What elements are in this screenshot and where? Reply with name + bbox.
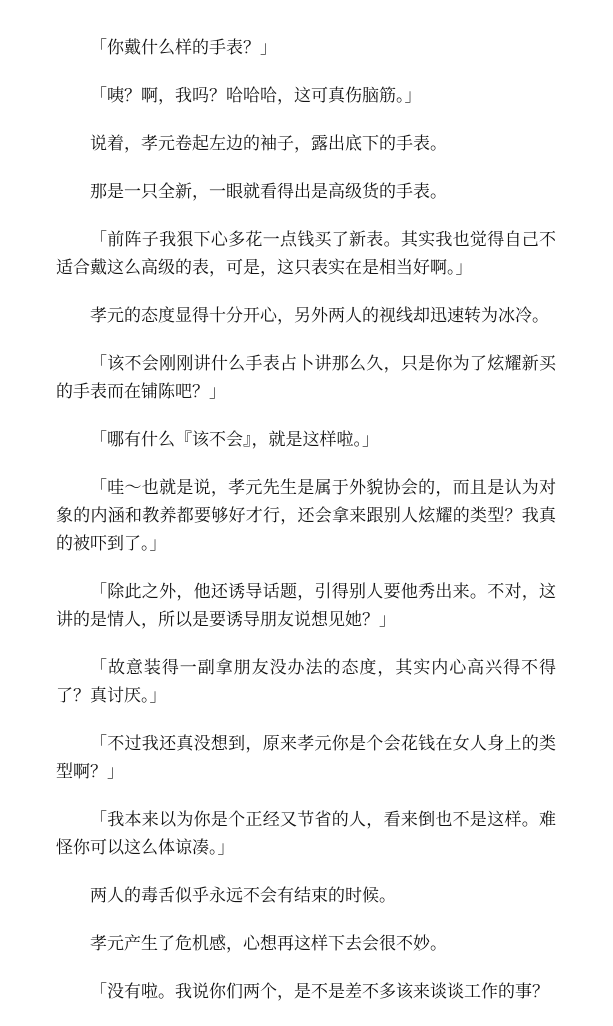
paragraph-5: 「前阵子我狠下心多花一点钱买了新表。其实我也觉得自己不适合戴这么高级的表，可是，这只表实在是相当好啊。」: [56, 230, 556, 278]
paragraph-8: 「哪有什么『该不会』，就是这样啦。」: [90, 430, 379, 450]
paragraph-6: 孝元的态度显得十分开心，另外两人的视线却迅速转为冰冷。: [90, 306, 549, 326]
paragraph-4: 那是一只全新，一眼就看得出是高级货的手表。: [90, 182, 447, 202]
paragraph-12: 「不过我还真没想到，原来孝元你是个会花钱在女人身上的类型啊？」: [56, 734, 556, 782]
paragraph-10: 「除此之外，他还诱导话题，引得别人要他秀出来。不对，这讲的是情人，所以是要诱导朋友说想见她？」: [56, 582, 556, 630]
paragraph-14: 两人的毒舌似乎永远不会有结束的时候。: [90, 886, 396, 906]
paragraph-16: 「没有啦。我说你们两个，是不是差不多该来谈谈工作的事？: [90, 982, 549, 1002]
paragraph-15: 孝元产生了危机感，心想再这样下去会很不妙。: [90, 934, 447, 954]
paragraph-11: 「故意装得一副拿朋友没办法的态度，其实内心高兴得不得了？真讨厌。」: [56, 658, 556, 706]
paragraph-9: 「哇～也就是说，孝元先生是属于外貌协会的，而且是认为对象的内涵和教养都要够好才行，还会拿来跟别人炫耀的类型？我真的被吓到了。」: [56, 478, 556, 554]
paragraph-7: 「该不会刚刚讲什么手表占卜讲那么久，只是你为了炫耀新买的手表而在铺陈吧？」: [56, 354, 556, 402]
paragraph-3: 说着，孝元卷起左边的袖子，露出底下的手表。: [90, 134, 447, 154]
paragraph-1: 「你戴什么样的手表？」: [90, 38, 277, 58]
paragraph-13: 「我本来以为你是个正经又节省的人，看来倒也不是这样。难怪你可以这么体谅凑。」: [56, 810, 556, 858]
paragraph-2: 「咦？啊，我吗？哈哈哈，这可真伤脑筋。」: [90, 86, 422, 106]
body-text: [56, 34, 556, 1026]
